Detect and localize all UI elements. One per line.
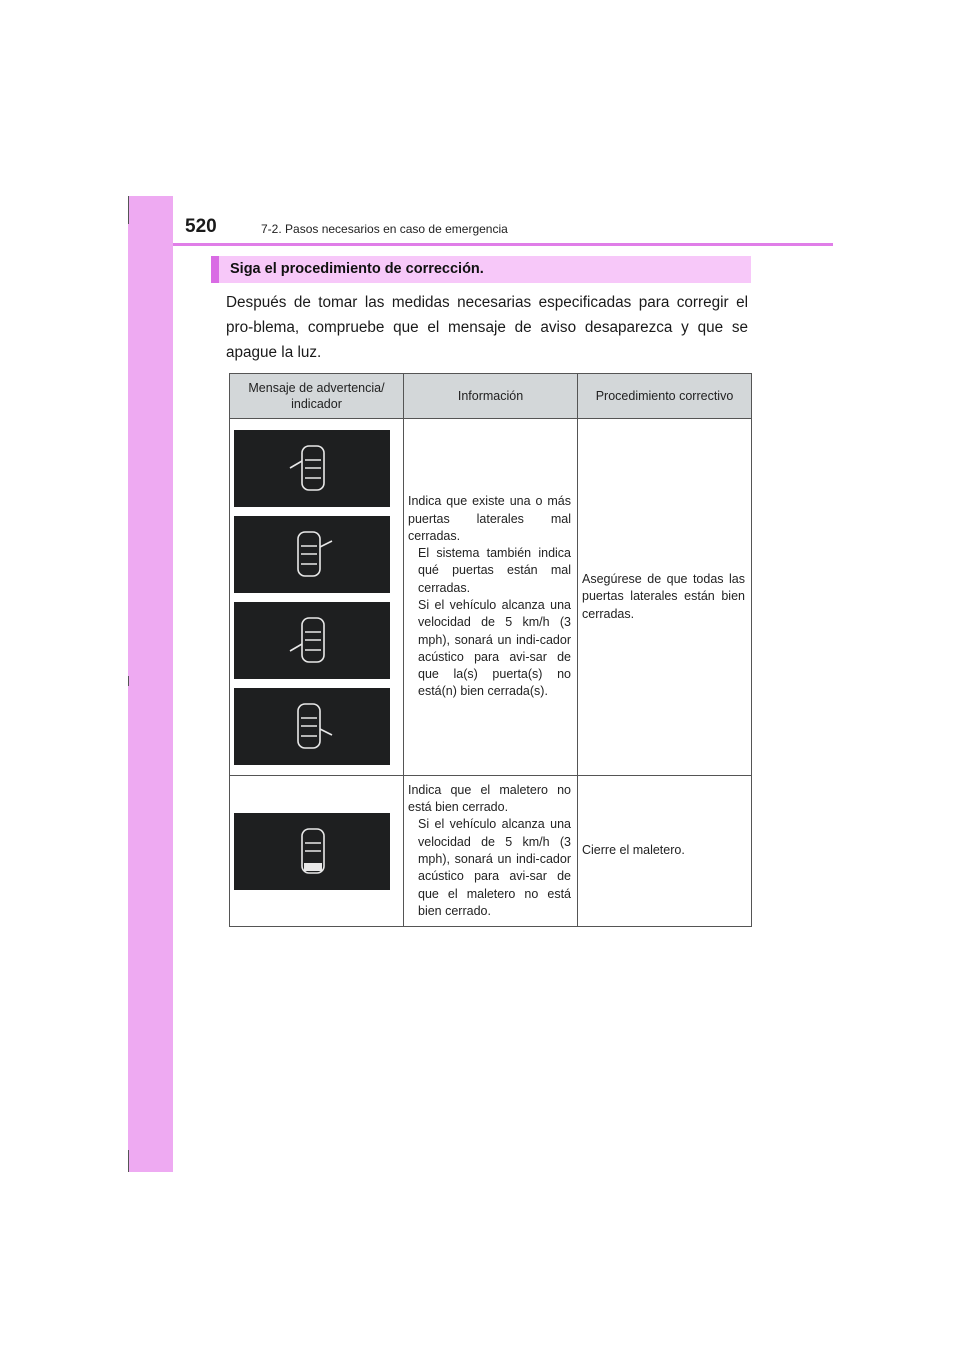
info-note: Si el vehículo alcanza una velocidad de 5 km/h (3 mph), sonará un indi-cador acústico para avi-sar de que la(s) puerta(s) no está(n) bien cerrada(s). [418, 598, 571, 699]
header-procedure: Procedimiento correctivo [578, 374, 752, 419]
info-note: El sistema también indica qué puertas están mal cerradas. [418, 546, 571, 595]
banner-title: Siga el procedimiento de corrección. [230, 261, 484, 277]
info-cell [404, 419, 578, 776]
page-number: 520 [185, 216, 217, 237]
info-note: Si el vehículo alcanza una velocidad de 5 km/h (3 mph), sonará un indi-cador acústico para avi-sar de que el maletero no está bien cerrado. [418, 817, 571, 918]
info-main: Indica que el maletero no está bien cerrado. [408, 782, 571, 815]
door-ajar-front-right-icon [234, 516, 390, 593]
trunk-open-icon [234, 813, 390, 890]
door-ajar-rear-left-icon [234, 602, 390, 679]
section-banner [211, 256, 751, 283]
margin-mark [128, 1150, 129, 1172]
indicator-cell [230, 776, 404, 927]
indicator-cell [230, 419, 404, 776]
table-row [230, 776, 752, 927]
header-rule [173, 243, 833, 246]
margin-mark [128, 676, 129, 686]
info-cell [404, 776, 578, 927]
warning-table [229, 373, 752, 927]
margin-mark [128, 196, 129, 224]
table-header-row [230, 374, 752, 419]
header-info: Información [404, 374, 578, 419]
info-main: Indica que existe una o más puertas laterales mal cerradas. [408, 494, 571, 543]
intro-paragraph: Después de tomar las medidas necesarias especificadas para corregir el pro-blema, compruebe que el mensaje de aviso desaparezca y que se apague la luz. [226, 294, 748, 361]
header-message: Mensaje de advertencia/ indicador [230, 374, 404, 419]
door-ajar-rear-right-icon [234, 688, 390, 765]
table-row [230, 419, 752, 776]
procedure-cell: Cierre el maletero. [578, 776, 752, 927]
section-title: 7-2. Pasos necesarios en caso de emergencia [261, 222, 508, 236]
door-ajar-front-left-icon [234, 430, 390, 507]
sidebar-tab [128, 196, 173, 1172]
procedure-cell: Asegúrese de que todas las puertas laterales están bien cerradas. [578, 419, 752, 776]
